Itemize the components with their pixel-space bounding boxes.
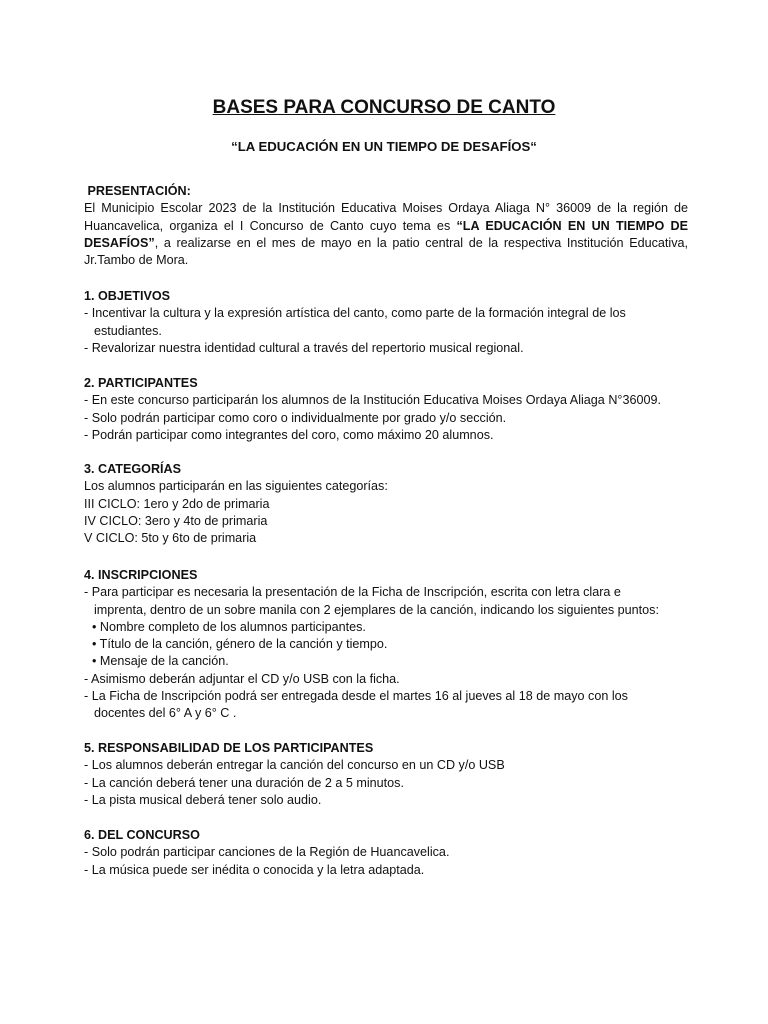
inscripciones-bullet: • Título de la canción, género de la canción y tiempo. (92, 637, 388, 652)
participantes-item: - Solo podrán participar como coro o individualmente por grado y/o sección. (84, 410, 507, 425)
inscripciones-bullet: • Mensaje de la canción. (92, 654, 229, 669)
presentacion-paragraph (84, 200, 688, 269)
section-presentacion (84, 183, 688, 269)
inscripciones-bullet: • Nombre completo de los alumnos participantes. (92, 619, 366, 634)
concurso-item: - La música puede ser inédita o conocida y la letra adaptada. (84, 862, 425, 877)
section-concurso (84, 827, 688, 879)
categorias-intro: Los alumnos participarán en las siguientes categorías: (84, 479, 388, 494)
presentacion-theme: “LA EDUCACIÓN EN UN TIEMPO DE DESAFÍOS” (84, 218, 688, 250)
objetivos-item: - Incentivar la cultura y la expresión artística del canto, como parte de la formación integral de los (84, 306, 626, 321)
responsabilidad-item: - La canción deberá tener una duración de 2 a 5 minutos. (84, 775, 404, 790)
presentacion-heading: PRESENTACIÓN: (84, 184, 191, 198)
section-categorias (84, 461, 688, 547)
document-title: BASES PARA CONCURSO DE CANTO (212, 97, 556, 118)
inscripciones-item: - Asimismo deberán adjuntar el CD y/o USB con la ficha. (84, 671, 400, 686)
responsabilidad-item: - La pista musical deberá tener solo audio. (84, 792, 322, 807)
objetivos-item-cont: estudiantes. (94, 323, 162, 338)
presentacion-text-a: El Municipio Escolar 2023 de la Institución Educativa Moises Ordaya Aliaga N° 36009 de la región de Huancavelica, organiza el I Concurso de Canto cuyo tema es (84, 201, 688, 233)
inscripciones-item-cont: imprenta, dentro de un sobre manila con 2 ejemplares de la canción, indicando los siguientes puntos: (94, 602, 659, 617)
categoria-item: III CICLO: 1ero y 2do de primaria (84, 496, 270, 511)
categoria-item: IV CICLO: 3ero y 4to de primaria (84, 513, 268, 528)
inscripciones-item: - Para participar es necesaria la presentación de la Ficha de Inscripción, escrita con letra clara e (84, 585, 621, 600)
concurso-item: - Solo podrán participar canciones de la Región de Huancavelica. (84, 845, 450, 860)
section-responsabilidad (84, 740, 688, 809)
responsabilidad-item: - Los alumnos deberán entregar la canción del concurso en un CD y/o USB (84, 758, 505, 773)
inscripciones-item-cont: docentes del 6° A y 6° C . (94, 706, 237, 721)
responsabilidad-heading: 5. RESPONSABILIDAD DE LOS PARTICIPANTES (84, 741, 374, 755)
section-participantes (84, 375, 688, 444)
section-objetivos (84, 288, 688, 357)
objetivos-item: - Revalorizar nuestra identidad cultural a través del repertorio musical regional. (84, 340, 524, 355)
document-subtitle: “LA EDUCACIÓN EN UN TIEMPO DE DESAFÍOS“ (231, 139, 537, 154)
participantes-heading: 2. PARTICIPANTES (84, 376, 198, 390)
section-inscripciones (84, 567, 688, 723)
objetivos-heading: 1. OBJETIVOS (84, 289, 171, 303)
categoria-item: V CICLO: 5to y 6to de primaria (84, 531, 257, 546)
categorias-heading: 3. CATEGORÍAS (84, 462, 182, 476)
presentacion-text-b: , a realizarse en el mes de mayo en la patio central de la respectiva Institución Educativa, Jr.Tambo de Mora. (84, 235, 688, 268)
participantes-item: - En este concurso participarán los alumnos de la Institución Educativa Moises Ordaya Aliaga N°36009. (84, 393, 661, 408)
participantes-item: - Podrán participar como integrantes del coro, como máximo 20 alumnos. (84, 427, 494, 442)
inscripciones-item: - La Ficha de Inscripción podrá ser entregada desde el martes 16 al jueves al 18 de mayo con los (84, 689, 628, 704)
concurso-heading: 6. DEL CONCURSO (84, 828, 200, 842)
inscripciones-heading: 4. INSCRIPCIONES (84, 568, 198, 582)
